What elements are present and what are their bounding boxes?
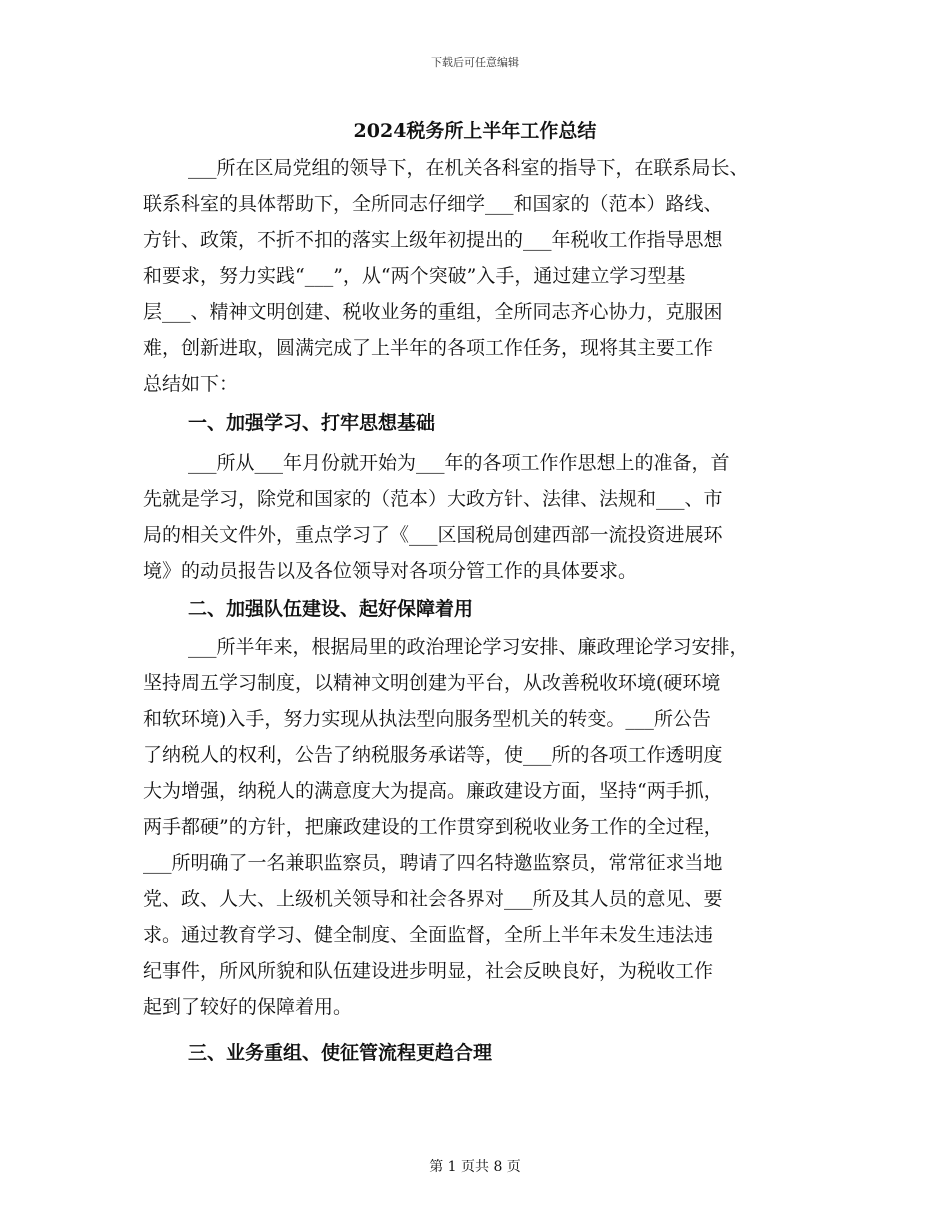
- paragraph-line: ___所从___年月份就开始为___年的各项工作作思想上的准备，首: [188, 452, 730, 474]
- section-heading: 二、加强队伍建设、起好保障着用: [188, 598, 474, 620]
- paragraph-line: 和要求，努力实践“___”，从“两个突破”入手，通过建立学习型基: [143, 265, 686, 287]
- paragraph-line: 起到了较好的保障着用。: [143, 996, 353, 1018]
- paragraph-line: 境》的动员报告以及各位领导对各项分管工作的具体要求。: [143, 560, 638, 582]
- paragraph-line: 联系科室的具体帮助下，全所同志仔细学___和国家的（范本）路线、: [143, 193, 723, 215]
- paragraph-line: 求。通过教育学习、健全制度、全面监督，全所上半年未发生违法违: [143, 924, 714, 946]
- paragraph-line: 难，创新进取，圆满完成了上半年的各项工作任务，现将其主要工作: [143, 337, 714, 359]
- download-note: 下载后可任意编辑: [431, 56, 519, 69]
- paragraph-line: 方针、政策，不折不扣的落实上级年初提出的___年税收工作指导思想: [143, 229, 723, 251]
- paragraph-line: ___所明确了一名兼职监察员，聘请了四名特邀监察员，常常征求当地: [143, 852, 723, 874]
- paragraph-line: ___所在区局党组的领导下，在机关各科室的指导下，在联系局长、: [188, 157, 749, 179]
- paragraph-line: 层___、精神文明创建、税收业务的重组，全所同志齐心协力，克服困: [143, 301, 723, 323]
- paragraph-line: 了纳税人的权利，公告了纳税服务承诺等，使___所的各项工作透明度: [143, 744, 723, 766]
- section-heading: 一、加强学习、打牢思想基础: [188, 412, 436, 434]
- document-title: 2024税务所上半年工作总结: [353, 120, 597, 142]
- paragraph-line: 纪事件，所风所貌和队伍建设进步明显，社会反映良好，为税收工作: [143, 960, 714, 982]
- section-heading: 三、业务重组、使征管流程更趋合理: [188, 1042, 493, 1064]
- paragraph-line: 大为增强，纳税人的满意度大为提高。廉政建设方面，坚持“两手抓，: [143, 780, 723, 802]
- paragraph-line: 和软环境)入手，努力实现从执法型向服务型机关的转变。___所公告: [143, 708, 711, 730]
- paragraph-line: 党、政、人大、上级机关领导和社会各界对___所及其人员的意见、要: [143, 888, 723, 910]
- paragraph-line: 总结如下：: [143, 373, 239, 395]
- paragraph-line: 先就是学习，除党和国家的（范本）大政方针、法律、法规和___、市: [143, 488, 723, 510]
- paragraph-line: 两手都硬”的方针，把廉政建设的工作贯穿到税收业务工作的全过程，: [143, 816, 723, 838]
- paragraph-line: 局的相关文件外，重点学习了《___区国税局创建西部一流投资进展环: [143, 524, 723, 546]
- paragraph-line: ___所半年来，根据局里的政治理论学习安排、廉政理论学习安排，: [188, 636, 749, 658]
- page-footer: 第 1 页共 8 页: [429, 1159, 521, 1175]
- paragraph-line: 坚持周五学习制度，以精神文明创建为平台，从改善税收环境(硬环境: [143, 672, 721, 694]
